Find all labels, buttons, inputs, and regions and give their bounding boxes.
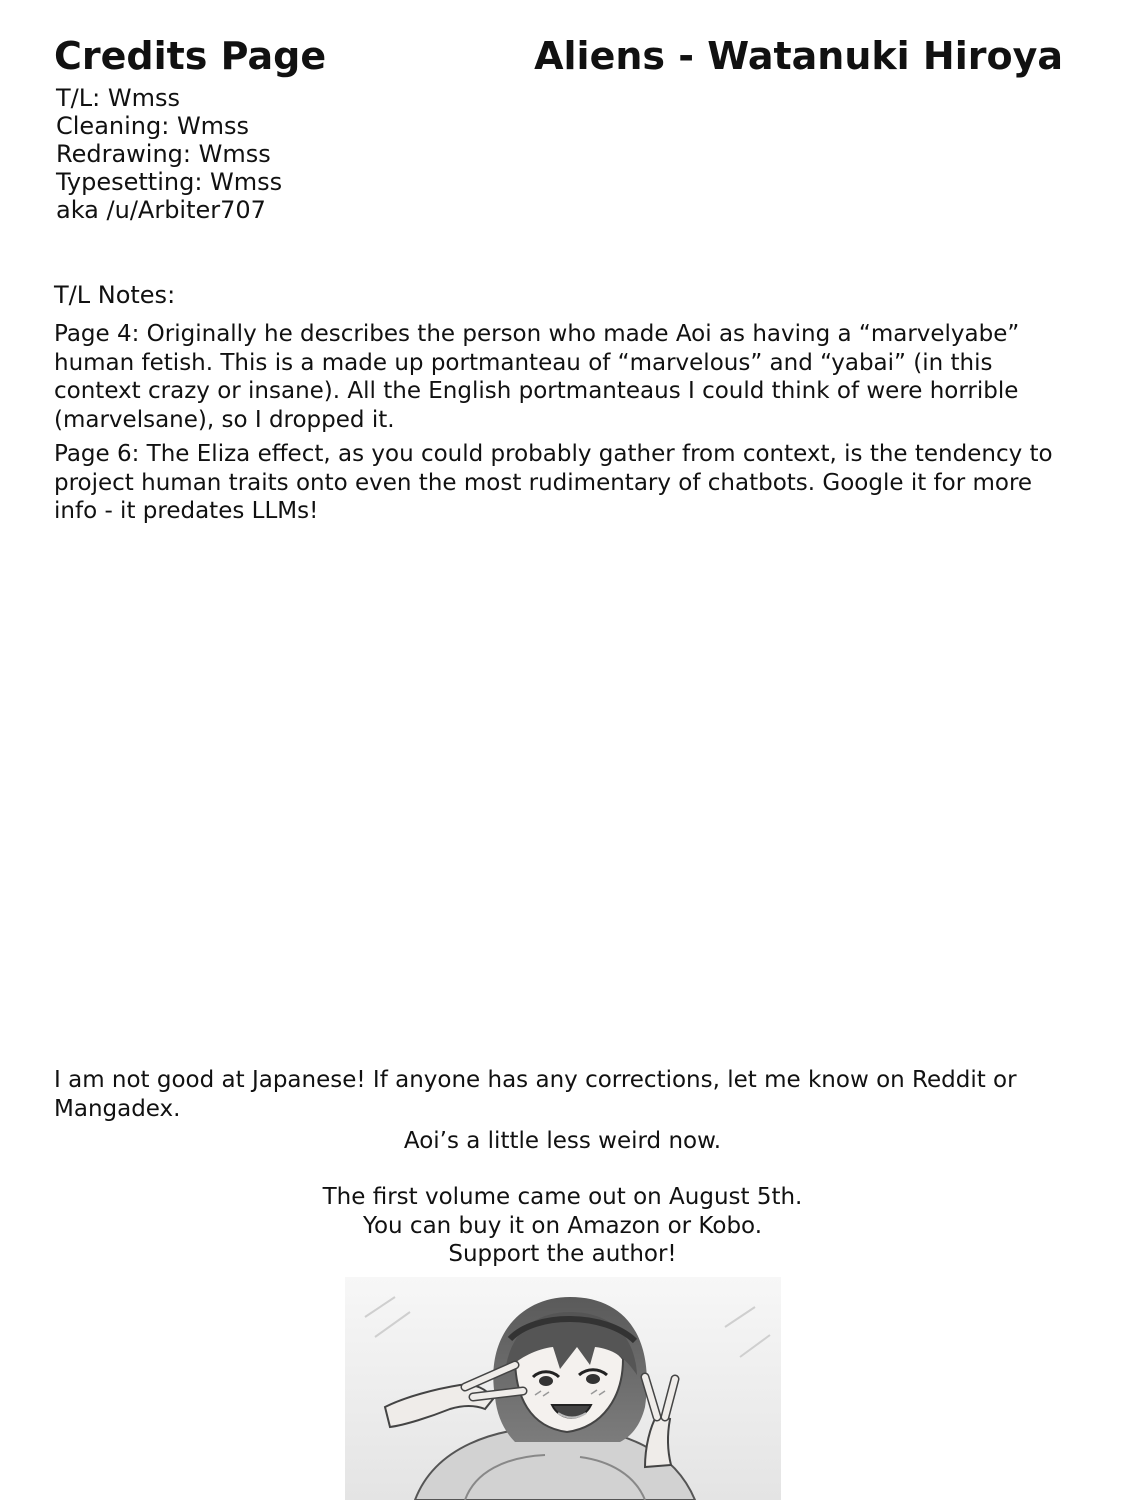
credit-redrawing: Redrawing: Wmss	[56, 140, 271, 168]
support-message	[0, 1183, 1125, 1269]
support-line-buy: You can buy it on Amazon or Kobo.	[362, 1212, 763, 1239]
note-page-6: Page 6: The Eliza effect, as you could probably gather from context, is the tendency to project human traits onto even the most rudimentary of chatbots. Google it for more info - it predates LLMs!	[54, 441, 1053, 524]
credit-alias: aka /u/Arbiter707	[56, 196, 266, 224]
credit-cleaning: Cleaning: Wmss	[56, 112, 250, 140]
weird-note: Aoi’s a little less weird now.	[403, 1128, 722, 1154]
page-title: Credits Page	[54, 34, 327, 78]
girl-peace-sign-illustration	[345, 1277, 781, 1500]
note-page-4: Page 4: Originally he describes the person who made Aoi as having a “marvelyabe” human fetish. This is a made up portmanteau of “marvelous” and “yabai” (in this context crazy or insane). All the English portmanteaus I could think of were horrible (marvelsane), so I dropped it.	[54, 321, 1020, 433]
credit-typesetting: Typesetting: Wmss	[56, 168, 283, 196]
notes-heading: T/L Notes:	[54, 281, 176, 309]
credit-translation: T/L: Wmss	[56, 84, 180, 112]
notes-list	[54, 320, 1074, 532]
disclaimer-text: I am not good at Japanese! If anyone has any corrections, let me know on Reddit or Mangadex.	[54, 1067, 1017, 1122]
credits-list	[56, 84, 282, 224]
support-line-volume: The first volume came out on August 5th.	[322, 1184, 803, 1210]
series-title: Aliens - Watanuki Hiroya	[534, 34, 1063, 78]
support-line-author: Support the author!	[448, 1241, 677, 1267]
